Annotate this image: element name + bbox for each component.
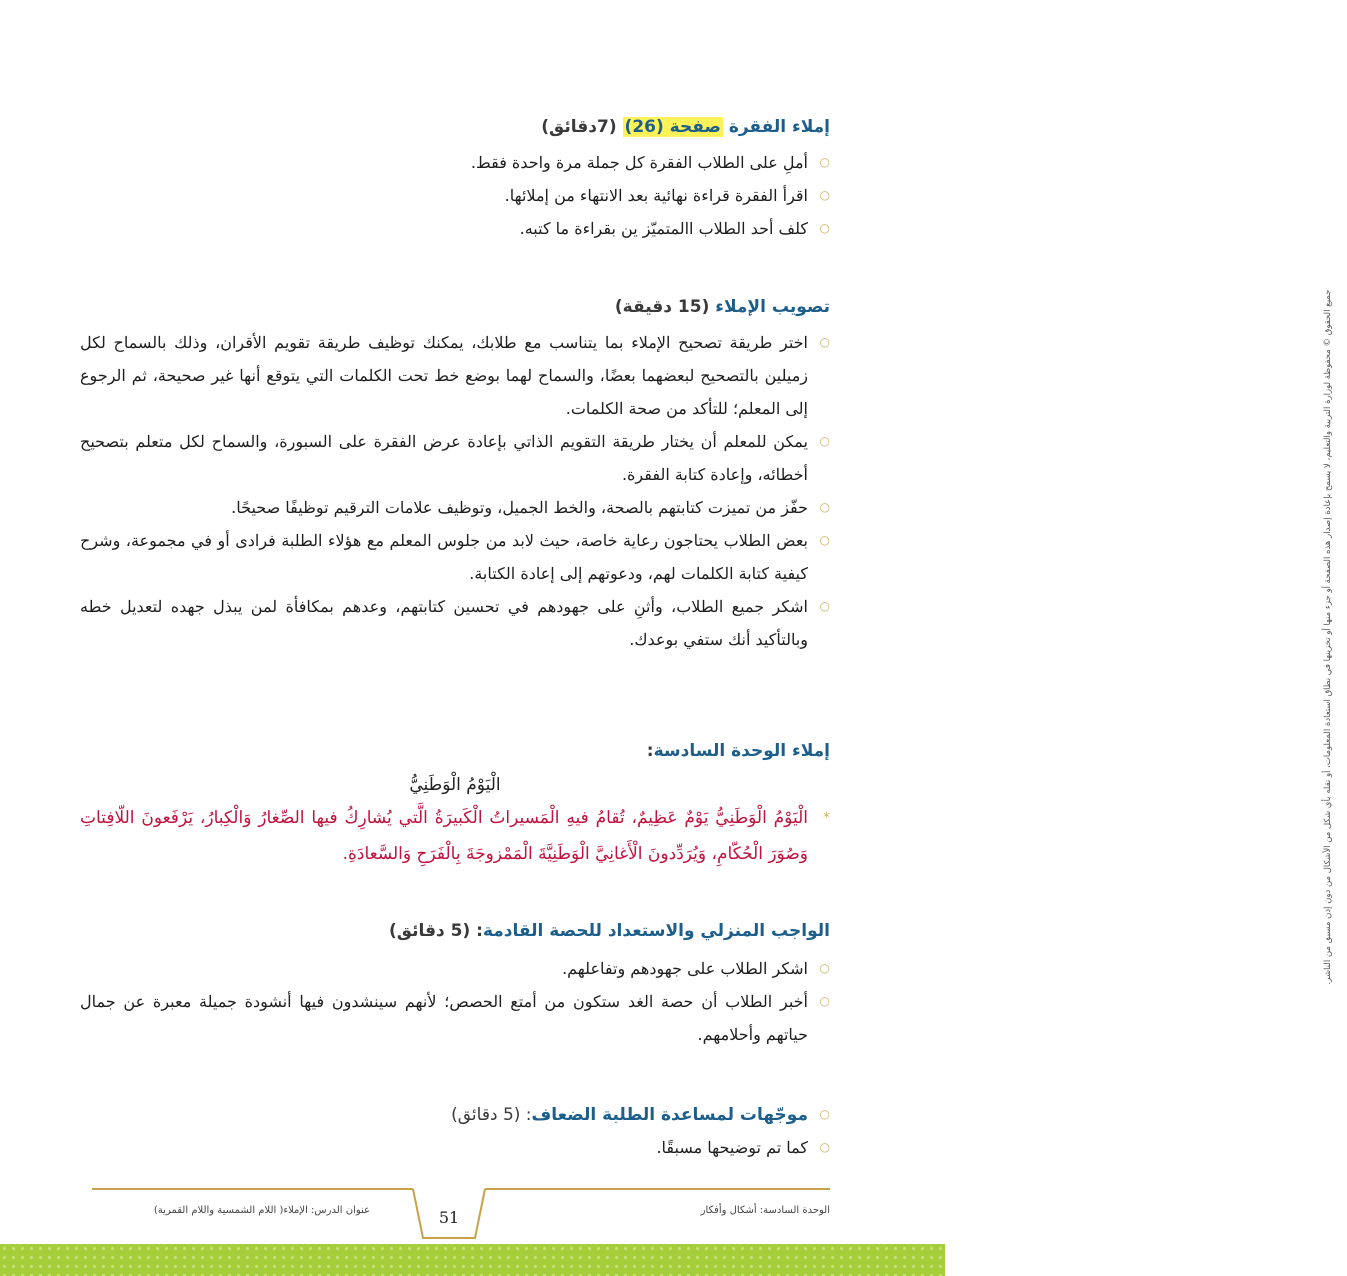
footer-rule-right (485, 1188, 830, 1190)
paragraph-text: الْيَوْمُ الْوَطَنِيُّ يَوْمٌ عَظِيمٌ، تُقامُ فيهِ الْمَسيراتُ الْكَبيرَةُ الَّتي يُشارِكُ فيها الصِّغارُ وَالْكِبارُ، يَرْفَعونَ اللّافِتاتِ وَصُوَرَ الْحُكّامِ، وَيُرَدِّدونَ الْأَغانِيَّ الْوَطَنِيَّةَ الْمَمْزوجَةَ بِالْفَرَحِ وَالسَّعادَةِ. (80, 808, 808, 864)
list-item (80, 212, 830, 245)
list (80, 952, 830, 1051)
asterisk-icon: * (823, 810, 830, 826)
heading-duration: (15 دقيقة) (614, 297, 710, 317)
item-text: اشكر الطلاب على جهودهم وتفاعلهم. (562, 959, 808, 978)
list-item (80, 491, 830, 524)
item-text: اقرأ الفقرة قراءة نهائية بعد الانتهاء من إملائها. (504, 186, 808, 205)
item-text: يمكن للمعلم أن يختار طريقة التقويم الذاتي بإعادة عرض الفقرة على السبورة، والسماح لكل متعلم بتصحيح أخطائه، وإعادة كتابة الفقرة. (80, 432, 809, 484)
footer-lesson-title: عنوان الدرس: الإملاء( اللام الشمسية واللام القمرية) (153, 1205, 370, 1216)
circle-bullet-icon: ○ (819, 1140, 830, 1154)
decorative-green-band (0, 1244, 945, 1276)
list-item (80, 985, 830, 1051)
circle-bullet-icon: ○ (819, 500, 830, 514)
section-dictation-correction (80, 294, 830, 656)
page-number: 51 (438, 1208, 460, 1227)
item-text: اشكر جميع الطلاب، وأثنِ على جهودهم في تحسين كتابتهم، وعدهم بمكافأة لمن يبذل جهده لتعديل خطه وبالتأكيد أنك ستفي بوعدك. (80, 597, 808, 649)
section-weak-students (80, 1098, 830, 1164)
circle-bullet-icon: ○ (819, 961, 830, 975)
footer-unit-title: الوحدة السادسة: أشكال وأفكار (700, 1205, 830, 1216)
list-item (80, 425, 830, 491)
heading-duration: : (5 دقائق) (388, 921, 483, 941)
highlighted-page-ref: صفحة (26) (624, 117, 721, 137)
item-text: اختر طريقة تصحيح الإملاء بما يتناسب مع طلابك، يمكنك توظيف طريقة تقويم الأقران، وذلك بالسماح لكل زميلين بالتصحيح لبعضهما بعضًا، والسماح لهما بوضع خط تحت الكلمات التي يتوقع أنها غير صحيحة، ثم الرجوع إلى المعلم؛ للتأكد من صحة الكلمات. (80, 333, 808, 418)
list-item (80, 1131, 830, 1164)
circle-bullet-icon: ○ (819, 155, 830, 169)
item-text: كلف أحد الطلاب االمتميّز ين بقراءة ما كتبه. (519, 219, 808, 238)
copyright-side-text: جميع الحقوق © محفوظة لوزارة التربية والتعليم، لا يسمح بإعادة إصدار هذه الصفحة أو جزء منها أو تخزينها في نطاق استعادة المعلومات، أو نقله بأي شكل من الأشكال من دون إذن مسبق من الناشر. (1323, 289, 1333, 985)
list-item (80, 800, 830, 872)
paragraph-title: الْيَوْمُ الْوَطَنِيُّ (409, 775, 501, 795)
section-homework (80, 918, 830, 1051)
heading-text: إملاء الفقرة (722, 117, 830, 137)
section-heading (80, 918, 830, 944)
section-heading (80, 738, 830, 764)
item-text: بعض الطلاب يحتاجون رعاية خاصة، حيث لابد من جلوس المعلم مع هؤلاء الطلبة فرادى أو في مجموعة، وشرح كيفية كتابة الكلمات لهم، ودعوتهم إلى إعادة الكتابة. (80, 531, 808, 583)
heading-text: الواجب المنزلي والاستعداد للحصة القادمة (482, 921, 830, 941)
circle-bullet-icon: ○ (819, 335, 830, 349)
heading-duration: (7دقائق) (541, 117, 623, 137)
heading-text: تصويب الإملاء (709, 297, 830, 317)
circle-bullet-icon: ○ (819, 994, 830, 1008)
circle-bullet-icon: ○ (819, 599, 830, 613)
heading-text: إملاء الوحدة السادسة (653, 741, 830, 761)
heading-text: موجّهات لمساعدة الطلبة الضعاف (531, 1105, 808, 1125)
list (80, 1098, 830, 1164)
list (80, 146, 830, 245)
item-text: أخبر الطلاب أن حصة الغد ستكون من أمتع الحصص؛ لأنهم سينشدون فيها أنشودة جميلة معبرة عن جمال حياتهم وأحلامهم. (80, 992, 808, 1044)
item-text: كما تم توضيحها مسبقًا. (656, 1138, 808, 1157)
list (80, 326, 830, 656)
list-item (80, 179, 830, 212)
dictation-paragraph (80, 800, 830, 872)
item-text: حفّز من تميزت كتابتهم بالصحة، والخط الجميل، وتوظيف علامات الترقيم توظيفًا صحيحًا. (231, 498, 808, 517)
heading-colon: : (646, 741, 654, 761)
circle-bullet-icon: ○ (819, 1107, 830, 1121)
heading-duration: : (5 دقائق) (451, 1105, 532, 1125)
circle-bullet-icon: ○ (819, 434, 830, 448)
list-item (80, 146, 830, 179)
list-item (80, 326, 830, 425)
section-unit-dictation (80, 738, 830, 872)
item-text: أملِ على الطلاب الفقرة كل جملة مرة واحدة فقط. (470, 153, 808, 172)
section-dictation-paragraph (80, 114, 830, 245)
circle-bullet-icon: ○ (819, 221, 830, 235)
list-item (80, 590, 830, 656)
footer-rule-left (92, 1188, 413, 1190)
list-item (80, 1098, 830, 1131)
circle-bullet-icon: ○ (819, 188, 830, 202)
section-heading (80, 294, 830, 320)
circle-bullet-icon: ○ (819, 533, 830, 547)
section-heading (451, 1105, 808, 1125)
list-item (80, 524, 830, 590)
section-heading (80, 114, 830, 140)
list-item (80, 952, 830, 985)
